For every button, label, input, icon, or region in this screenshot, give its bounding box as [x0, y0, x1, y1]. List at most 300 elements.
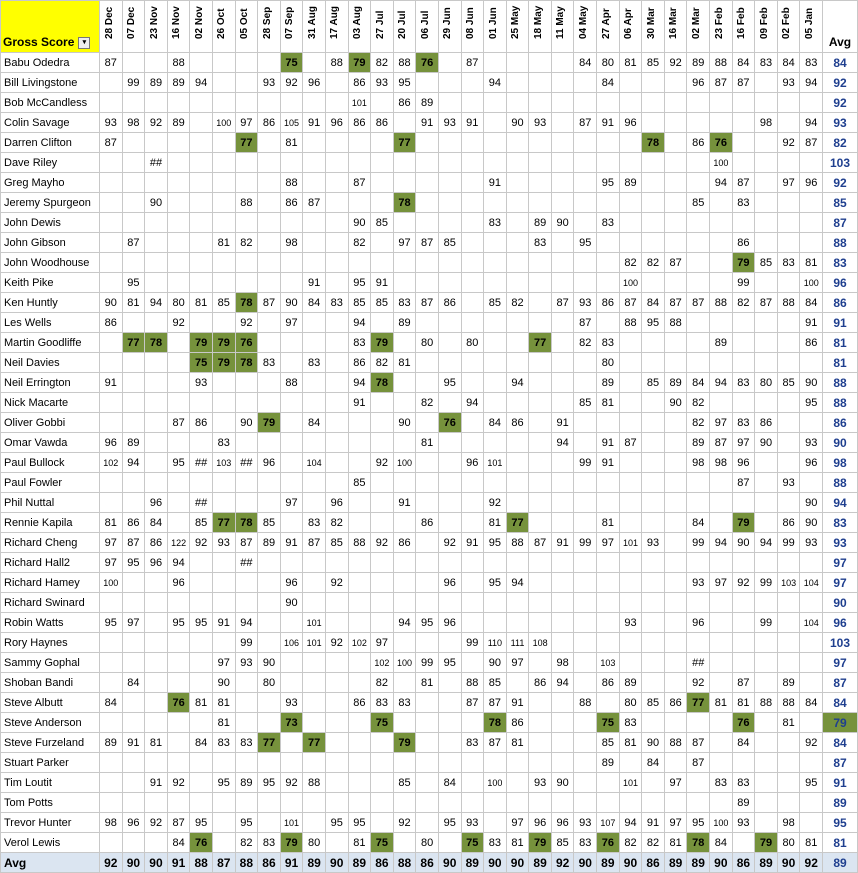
score-cell[interactable]: 88 — [755, 693, 778, 713]
score-cell[interactable]: 88 — [235, 193, 258, 213]
score-cell[interactable] — [258, 373, 281, 393]
score-cell[interactable] — [461, 133, 484, 153]
player-name[interactable]: Richard Hall2 — [1, 553, 100, 573]
score-cell[interactable]: 97 — [235, 113, 258, 133]
score-cell[interactable]: 87 — [348, 173, 371, 193]
score-cell[interactable]: 98 — [122, 113, 145, 133]
score-cell[interactable] — [484, 393, 507, 413]
score-cell[interactable]: 84 — [710, 833, 733, 853]
score-cell[interactable]: 86 — [777, 513, 800, 533]
score-cell[interactable]: 85 — [371, 213, 394, 233]
score-cell[interactable]: 102 — [371, 653, 394, 673]
date-header[interactable] — [506, 1, 529, 53]
score-cell[interactable] — [664, 113, 687, 133]
player-name[interactable]: Ken Huntly — [1, 293, 100, 313]
score-cell[interactable] — [664, 353, 687, 373]
score-cell[interactable] — [484, 433, 507, 453]
score-cell[interactable]: 92 — [664, 53, 687, 73]
score-cell[interactable] — [280, 793, 303, 813]
score-cell[interactable] — [551, 173, 574, 193]
score-cell[interactable]: 88 — [303, 773, 326, 793]
player-name[interactable]: Keith Pike — [1, 273, 100, 293]
score-cell[interactable] — [371, 513, 394, 533]
score-cell[interactable]: 91 — [303, 113, 326, 133]
score-cell[interactable]: 79 — [732, 253, 755, 273]
player-name[interactable]: Richard Swinard — [1, 593, 100, 613]
score-cell[interactable] — [710, 493, 733, 513]
score-cell[interactable] — [619, 333, 642, 353]
score-cell[interactable] — [190, 433, 213, 453]
score-cell[interactable] — [438, 433, 461, 453]
player-avg[interactable]: 103 — [823, 153, 858, 173]
score-cell[interactable]: 91 — [122, 733, 145, 753]
score-cell[interactable] — [642, 213, 665, 233]
score-cell[interactable] — [710, 553, 733, 573]
score-cell[interactable]: 84 — [687, 513, 710, 533]
footer-avg-cell[interactable]: 90 — [325, 853, 348, 873]
score-cell[interactable] — [325, 193, 348, 213]
score-cell[interactable]: 79 — [280, 833, 303, 853]
score-cell[interactable] — [642, 73, 665, 93]
footer-avg-cell[interactable]: 89 — [303, 853, 326, 873]
score-cell[interactable]: 103 — [777, 573, 800, 593]
score-cell[interactable]: 93 — [438, 113, 461, 133]
score-cell[interactable]: 86 — [597, 673, 620, 693]
score-cell[interactable] — [438, 793, 461, 813]
score-cell[interactable] — [506, 173, 529, 193]
score-cell[interactable]: 110 — [484, 633, 507, 653]
score-cell[interactable]: 96 — [619, 113, 642, 133]
score-cell[interactable] — [574, 93, 597, 113]
score-cell[interactable]: 93 — [280, 693, 303, 713]
score-cell[interactable] — [800, 633, 823, 653]
score-cell[interactable]: 103 — [597, 653, 620, 673]
score-cell[interactable]: 91 — [145, 773, 168, 793]
date-header[interactable] — [551, 1, 574, 53]
score-cell[interactable] — [687, 333, 710, 353]
footer-avg-cell[interactable]: 90 — [145, 853, 168, 873]
score-cell[interactable]: 99 — [777, 533, 800, 553]
score-cell[interactable] — [800, 93, 823, 113]
score-cell[interactable] — [484, 473, 507, 493]
score-cell[interactable] — [710, 593, 733, 613]
score-cell[interactable] — [574, 513, 597, 533]
score-cell[interactable]: 96 — [551, 813, 574, 833]
score-cell[interactable]: 81 — [280, 133, 303, 153]
score-cell[interactable]: 98 — [777, 813, 800, 833]
score-cell[interactable]: 86 — [438, 293, 461, 313]
score-cell[interactable]: 97 — [393, 233, 416, 253]
score-cell[interactable] — [461, 193, 484, 213]
player-avg[interactable]: 93 — [823, 113, 858, 133]
score-cell[interactable] — [664, 73, 687, 93]
score-cell[interactable] — [167, 153, 190, 173]
score-cell[interactable]: 91 — [800, 313, 823, 333]
score-cell[interactable] — [190, 173, 213, 193]
score-cell[interactable]: 93 — [777, 473, 800, 493]
score-cell[interactable] — [416, 133, 439, 153]
score-cell[interactable] — [371, 133, 394, 153]
score-cell[interactable]: 92 — [325, 573, 348, 593]
player-avg[interactable]: 95 — [823, 813, 858, 833]
score-cell[interactable] — [529, 393, 552, 413]
score-cell[interactable] — [597, 153, 620, 173]
score-cell[interactable]: 78 — [371, 373, 394, 393]
score-cell[interactable]: 91 — [506, 693, 529, 713]
score-cell[interactable]: 80 — [258, 673, 281, 693]
score-cell[interactable] — [348, 793, 371, 813]
score-cell[interactable]: 87 — [732, 73, 755, 93]
score-cell[interactable] — [506, 593, 529, 613]
score-cell[interactable] — [551, 573, 574, 593]
score-cell[interactable]: 94 — [348, 373, 371, 393]
score-cell[interactable]: 87 — [122, 533, 145, 553]
score-cell[interactable] — [461, 493, 484, 513]
score-cell[interactable] — [258, 693, 281, 713]
score-cell[interactable]: 86 — [732, 233, 755, 253]
score-cell[interactable]: 89 — [619, 173, 642, 193]
score-cell[interactable] — [100, 153, 123, 173]
score-cell[interactable] — [574, 473, 597, 493]
score-cell[interactable]: 89 — [416, 93, 439, 113]
score-cell[interactable] — [167, 673, 190, 693]
footer-avg-cell[interactable]: 89 — [348, 853, 371, 873]
score-cell[interactable] — [664, 433, 687, 453]
score-cell[interactable] — [145, 433, 168, 453]
score-cell[interactable]: 83 — [732, 413, 755, 433]
score-cell[interactable] — [484, 813, 507, 833]
score-cell[interactable]: 88 — [461, 673, 484, 693]
score-cell[interactable]: 84 — [732, 53, 755, 73]
score-cell[interactable] — [371, 493, 394, 513]
score-cell[interactable] — [687, 713, 710, 733]
score-cell[interactable] — [597, 193, 620, 213]
score-cell[interactable] — [122, 493, 145, 513]
score-cell[interactable] — [235, 173, 258, 193]
score-cell[interactable]: 90 — [235, 413, 258, 433]
score-cell[interactable] — [100, 233, 123, 253]
score-cell[interactable] — [619, 233, 642, 253]
score-cell[interactable]: 91 — [348, 393, 371, 413]
score-cell[interactable] — [145, 233, 168, 253]
score-cell[interactable]: 86 — [529, 673, 552, 693]
score-cell[interactable]: 94 — [800, 73, 823, 93]
score-cell[interactable] — [800, 473, 823, 493]
score-cell[interactable] — [438, 673, 461, 693]
player-name[interactable]: Omar Vawda — [1, 433, 100, 453]
score-cell[interactable] — [280, 393, 303, 413]
score-cell[interactable] — [190, 793, 213, 813]
player-avg[interactable]: 84 — [823, 733, 858, 753]
score-cell[interactable] — [258, 213, 281, 233]
score-cell[interactable] — [777, 413, 800, 433]
score-cell[interactable] — [619, 93, 642, 113]
score-cell[interactable] — [574, 193, 597, 213]
score-cell[interactable]: 85 — [325, 533, 348, 553]
score-cell[interactable]: 97 — [100, 533, 123, 553]
score-cell[interactable] — [190, 473, 213, 493]
score-cell[interactable]: 94 — [710, 533, 733, 553]
score-cell[interactable] — [325, 393, 348, 413]
score-cell[interactable]: 75 — [280, 53, 303, 73]
score-cell[interactable] — [212, 93, 235, 113]
score-cell[interactable]: 87 — [122, 233, 145, 253]
player-name[interactable]: Bill Livingstone — [1, 73, 100, 93]
score-cell[interactable] — [145, 593, 168, 613]
score-cell[interactable] — [551, 633, 574, 653]
score-cell[interactable] — [619, 493, 642, 513]
score-cell[interactable]: 92 — [687, 673, 710, 693]
score-cell[interactable]: 95 — [416, 613, 439, 633]
score-cell[interactable] — [438, 393, 461, 413]
score-cell[interactable] — [710, 753, 733, 773]
score-cell[interactable]: 93 — [100, 113, 123, 133]
score-cell[interactable] — [258, 713, 281, 733]
score-cell[interactable] — [710, 793, 733, 813]
score-cell[interactable] — [371, 413, 394, 433]
score-cell[interactable]: 90 — [664, 393, 687, 413]
score-cell[interactable]: 95 — [484, 573, 507, 593]
score-cell[interactable]: 95 — [325, 813, 348, 833]
score-cell[interactable] — [529, 273, 552, 293]
score-cell[interactable]: 77 — [393, 133, 416, 153]
score-cell[interactable]: 92 — [438, 533, 461, 553]
score-cell[interactable]: 93 — [190, 373, 213, 393]
score-cell[interactable] — [393, 833, 416, 853]
score-cell[interactable]: 96 — [122, 813, 145, 833]
score-cell[interactable]: 87 — [800, 133, 823, 153]
score-cell[interactable] — [348, 253, 371, 273]
score-cell[interactable]: 101 — [348, 93, 371, 113]
score-cell[interactable]: 100 — [100, 573, 123, 593]
score-cell[interactable] — [777, 753, 800, 773]
score-cell[interactable] — [732, 553, 755, 573]
footer-avg-cell[interactable]: 90 — [710, 853, 733, 873]
score-cell[interactable] — [777, 393, 800, 413]
score-cell[interactable] — [190, 53, 213, 73]
score-cell[interactable] — [529, 353, 552, 373]
score-cell[interactable] — [597, 793, 620, 813]
score-cell[interactable] — [235, 213, 258, 233]
score-cell[interactable] — [212, 553, 235, 573]
score-cell[interactable]: 95 — [438, 813, 461, 833]
score-cell[interactable] — [235, 73, 258, 93]
score-cell[interactable] — [235, 753, 258, 773]
score-cell[interactable] — [529, 313, 552, 333]
score-cell[interactable] — [755, 233, 778, 253]
score-cell[interactable] — [258, 153, 281, 173]
score-cell[interactable] — [551, 793, 574, 813]
score-cell[interactable] — [190, 273, 213, 293]
score-cell[interactable]: 78 — [687, 833, 710, 853]
score-cell[interactable]: 81 — [506, 833, 529, 853]
score-cell[interactable] — [167, 353, 190, 373]
score-cell[interactable] — [212, 633, 235, 653]
score-cell[interactable]: 77 — [687, 693, 710, 713]
score-cell[interactable]: 95 — [235, 813, 258, 833]
score-cell[interactable] — [642, 553, 665, 573]
score-cell[interactable] — [687, 493, 710, 513]
score-cell[interactable]: 96 — [438, 573, 461, 593]
score-cell[interactable] — [348, 413, 371, 433]
score-cell[interactable] — [484, 233, 507, 253]
score-cell[interactable]: 83 — [371, 693, 394, 713]
score-cell[interactable] — [325, 273, 348, 293]
score-cell[interactable] — [235, 473, 258, 493]
score-cell[interactable]: 101 — [303, 613, 326, 633]
score-cell[interactable] — [461, 153, 484, 173]
player-avg[interactable]: 87 — [823, 673, 858, 693]
score-cell[interactable] — [438, 753, 461, 773]
score-cell[interactable] — [416, 753, 439, 773]
score-cell[interactable] — [190, 773, 213, 793]
date-header[interactable] — [777, 1, 800, 53]
score-cell[interactable] — [597, 613, 620, 633]
score-cell[interactable] — [190, 393, 213, 413]
score-cell[interactable] — [145, 693, 168, 713]
score-cell[interactable]: 86 — [800, 333, 823, 353]
score-cell[interactable]: 85 — [348, 293, 371, 313]
score-cell[interactable] — [100, 833, 123, 853]
score-cell[interactable] — [438, 93, 461, 113]
score-cell[interactable] — [597, 273, 620, 293]
score-cell[interactable]: 84 — [145, 513, 168, 533]
score-cell[interactable] — [642, 653, 665, 673]
score-cell[interactable]: 77 — [122, 333, 145, 353]
footer-avg-cell[interactable]: 89 — [664, 853, 687, 873]
score-cell[interactable] — [235, 373, 258, 393]
score-cell[interactable] — [574, 733, 597, 753]
score-cell[interactable]: 104 — [800, 613, 823, 633]
score-cell[interactable] — [325, 233, 348, 253]
score-cell[interactable] — [416, 453, 439, 473]
score-cell[interactable]: 92 — [280, 773, 303, 793]
score-cell[interactable] — [167, 173, 190, 193]
score-cell[interactable]: 85 — [393, 773, 416, 793]
score-cell[interactable] — [529, 433, 552, 453]
score-cell[interactable]: 89 — [597, 753, 620, 773]
score-cell[interactable] — [212, 273, 235, 293]
score-cell[interactable]: 81 — [212, 693, 235, 713]
score-cell[interactable] — [755, 273, 778, 293]
score-cell[interactable] — [461, 553, 484, 573]
score-cell[interactable] — [484, 333, 507, 353]
score-cell[interactable] — [280, 413, 303, 433]
score-cell[interactable] — [416, 273, 439, 293]
score-cell[interactable]: 80 — [619, 693, 642, 713]
score-cell[interactable] — [529, 473, 552, 493]
score-cell[interactable] — [416, 733, 439, 753]
score-cell[interactable] — [416, 213, 439, 233]
score-cell[interactable]: 95 — [100, 613, 123, 633]
score-cell[interactable]: 89 — [258, 533, 281, 553]
score-cell[interactable] — [280, 253, 303, 273]
score-cell[interactable]: 88 — [280, 173, 303, 193]
score-cell[interactable] — [348, 133, 371, 153]
score-cell[interactable]: 95 — [438, 373, 461, 393]
score-cell[interactable] — [393, 273, 416, 293]
score-cell[interactable]: 96 — [687, 613, 710, 633]
score-cell[interactable] — [777, 493, 800, 513]
score-cell[interactable]: 96 — [438, 613, 461, 633]
score-cell[interactable] — [416, 573, 439, 593]
score-cell[interactable] — [145, 573, 168, 593]
score-cell[interactable]: 78 — [393, 193, 416, 213]
score-cell[interactable] — [642, 233, 665, 253]
score-cell[interactable]: 77 — [506, 513, 529, 533]
score-cell[interactable] — [416, 413, 439, 433]
score-cell[interactable]: 93 — [371, 73, 394, 93]
score-cell[interactable] — [167, 473, 190, 493]
score-cell[interactable] — [235, 433, 258, 453]
score-cell[interactable] — [461, 213, 484, 233]
player-name[interactable]: Richard Hamey — [1, 573, 100, 593]
score-cell[interactable] — [303, 53, 326, 73]
score-cell[interactable] — [145, 653, 168, 673]
score-cell[interactable]: 95 — [687, 813, 710, 833]
score-cell[interactable] — [551, 273, 574, 293]
score-cell[interactable] — [777, 193, 800, 213]
score-cell[interactable]: 90 — [800, 493, 823, 513]
score-cell[interactable] — [687, 473, 710, 493]
player-name[interactable]: Darren Clifton — [1, 133, 100, 153]
score-cell[interactable] — [642, 353, 665, 373]
score-cell[interactable] — [280, 553, 303, 573]
score-cell[interactable]: 97 — [280, 493, 303, 513]
player-avg[interactable]: 84 — [823, 693, 858, 713]
date-header[interactable] — [280, 1, 303, 53]
score-cell[interactable]: 92 — [393, 813, 416, 833]
score-cell[interactable]: 96 — [732, 453, 755, 473]
score-cell[interactable]: ## — [235, 453, 258, 473]
score-cell[interactable]: 94 — [167, 553, 190, 573]
score-cell[interactable] — [371, 473, 394, 493]
score-cell[interactable] — [461, 473, 484, 493]
gross-score-header[interactable] — [1, 1, 100, 53]
score-cell[interactable] — [664, 413, 687, 433]
player-avg[interactable]: 97 — [823, 553, 858, 573]
score-cell[interactable] — [597, 553, 620, 573]
score-cell[interactable] — [235, 53, 258, 73]
score-cell[interactable] — [393, 253, 416, 273]
score-cell[interactable] — [167, 793, 190, 813]
score-cell[interactable] — [167, 433, 190, 453]
score-cell[interactable] — [167, 633, 190, 653]
score-cell[interactable]: 82 — [642, 833, 665, 853]
score-cell[interactable]: 83 — [597, 333, 620, 353]
score-cell[interactable] — [145, 53, 168, 73]
score-cell[interactable]: 90 — [800, 373, 823, 393]
score-cell[interactable]: 88 — [710, 293, 733, 313]
score-cell[interactable] — [642, 593, 665, 613]
player-avg[interactable]: 86 — [823, 293, 858, 313]
player-name[interactable]: Neil Davies — [1, 353, 100, 373]
score-cell[interactable] — [461, 793, 484, 813]
footer-avg-cell[interactable]: 90 — [506, 853, 529, 873]
score-cell[interactable] — [280, 613, 303, 633]
date-header[interactable] — [529, 1, 552, 53]
score-cell[interactable] — [574, 173, 597, 193]
score-cell[interactable]: 87 — [574, 113, 597, 133]
score-cell[interactable]: 84 — [642, 753, 665, 773]
score-cell[interactable] — [303, 553, 326, 573]
score-cell[interactable] — [258, 473, 281, 493]
score-cell[interactable] — [235, 673, 258, 693]
score-cell[interactable]: 87 — [574, 313, 597, 333]
date-header[interactable] — [167, 1, 190, 53]
score-cell[interactable] — [258, 273, 281, 293]
score-cell[interactable] — [461, 253, 484, 273]
